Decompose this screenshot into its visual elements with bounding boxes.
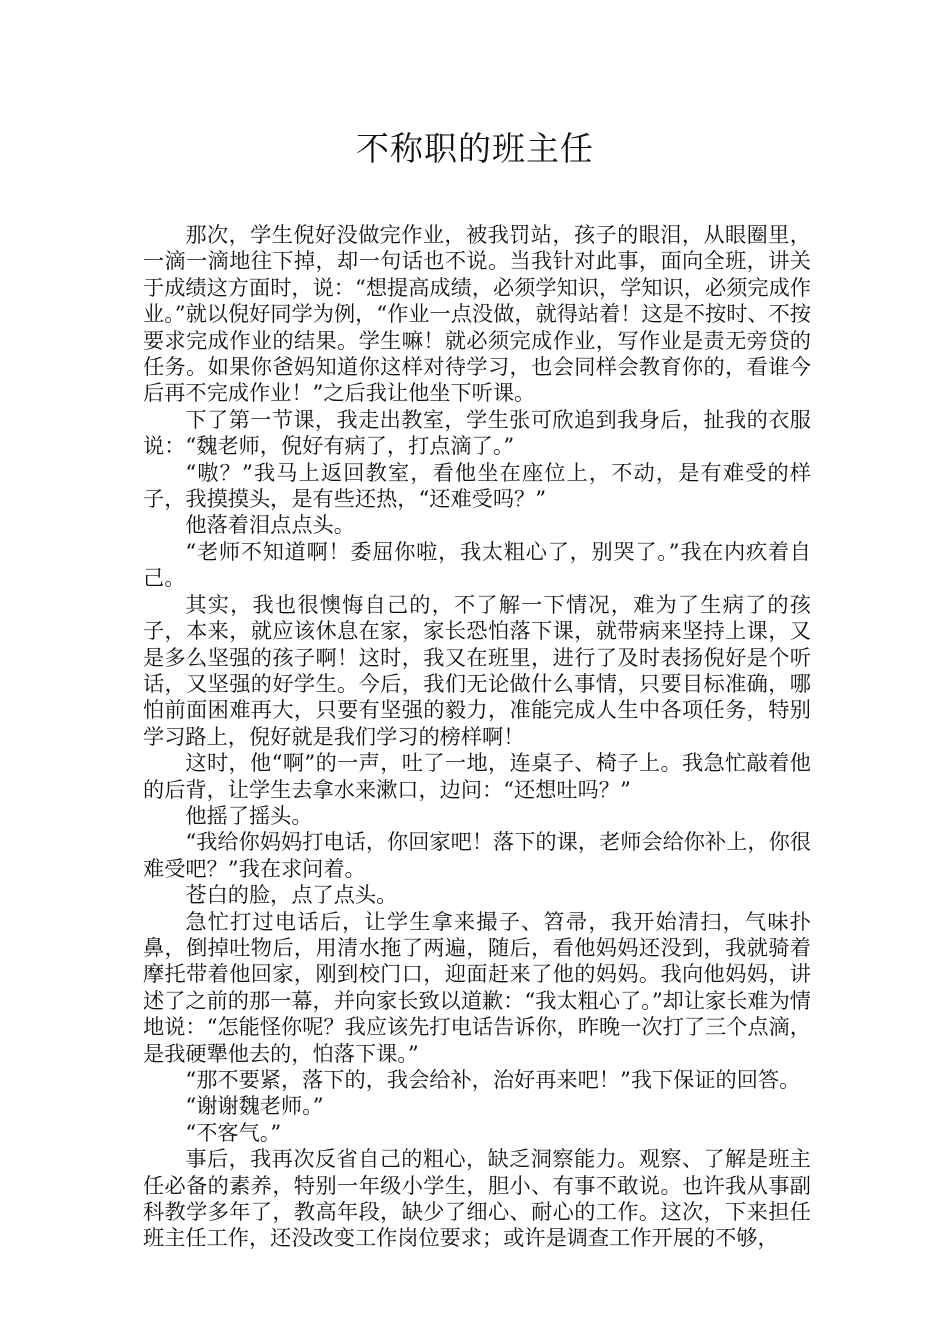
- paragraph: “我给你妈妈打电话，你回家吧！落下的课，老师会给你补上，你很难受吧？”我在求问着。: [143, 829, 811, 881]
- document-body: [143, 222, 811, 1252]
- paragraph: “谢谢魏老师。”: [185, 1093, 324, 1119]
- paragraph: 苍白的脸，点了点头。: [185, 882, 398, 908]
- paragraph: 他摇了摇头。: [185, 802, 313, 828]
- paragraph: “嗷？”我马上返回教室，看他坐在座位上，不动，是有难受的样子，我摸摸头，是有些还热，“还难受吗？”: [143, 459, 811, 512]
- document-title: 不称职的班主任: [356, 129, 594, 168]
- paragraph: 他落着泪点点头。: [185, 512, 355, 538]
- paragraph: 那次，学生倪好没做完作业，被我罚站，孩子的眼泪，从眼圈里，一滴一滴地往下掉，却一句话也不说。当我针对此事，面向全班，讲关于成绩这方面时，说：“想提高成绩，必须学知识，学知识，必须完成作业。”就以倪好同学为例，“作业一点没做，就得站着！这是不按时、不按要求完成作业的结果。学生嘛！就必须完成作业，写作业是责无旁贷的任务。如果你爸妈知道你这样对待学习，也会同样会教育你的，看谁今后再不完成作业！”之后我让他坐下听课。: [143, 222, 811, 406]
- paragraph: “老师不知道啊！委屈你啦，我太粗心了，别哭了。”我在内疚着自己。: [143, 538, 811, 591]
- paragraph: 其实，我也很懊悔自己的，不了解一下情况，难为了生病了的孩子，本来，就应该休息在家，家长恐怕落下课，就带病来坚持上课，又是多么坚强的孩子啊！这时，我又在班里，进行了及时表扬倪好是个听话，又坚强的好学生。今后，我们无论做什么事情，只要目标准确，哪怕前面困难再大，只要有坚强的毅力，准能完成人生中各项任务，特别学习路上，倪好就是我们学习的榜样啊！: [143, 591, 811, 749]
- paragraph: “不客气。”: [185, 1119, 282, 1145]
- paragraph: 下了第一节课，我走出教室，学生张可欣追到我身后，扯我的衣服说：“魏老师，倪好有病了，打点滴了。”: [143, 406, 811, 459]
- paragraph: 急忙打过电话后，让学生拿来撮子、笤帚，我开始清扫，气味扑鼻，倒掉吐物后，用清水拖了两遍，随后，看他妈妈还没到，我就骑着摩托带着他回家，刚到校门口，迎面赶来了他的妈妈。我向他妈妈，讲述了之前的那一幕，并向家长致以道歉：“我太粗心了。”却让家长难为情地说：“怎能怪你呢？我应该先打电话告诉你，昨晚一次打了三个点滴，是我硬犟他去的，怕落下课。”: [143, 908, 811, 1066]
- paragraph: 这时，他“啊”的一声，吐了一地，连桌子、椅子上。我急忙敲着他的后背，让学生去拿水来漱口，边问：“还想吐吗？”: [143, 750, 811, 802]
- paragraph: “那不要紧，落下的，我会给补，治好再来吧！”我下保证的回答。: [185, 1067, 801, 1092]
- paragraph: 事后，我再次反省自己的粗心，缺乏洞察能力。观察、了解是班主任必备的素养，特别一年级小学生，胆小、有事不敢说。也许我从事副科教学多年了，教高年段，缺少了细心、耐心的工作。这次，下来担任班主任工作，还没改变工作岗位要求；或许是调查工作开展的不够，: [143, 1146, 811, 1251]
